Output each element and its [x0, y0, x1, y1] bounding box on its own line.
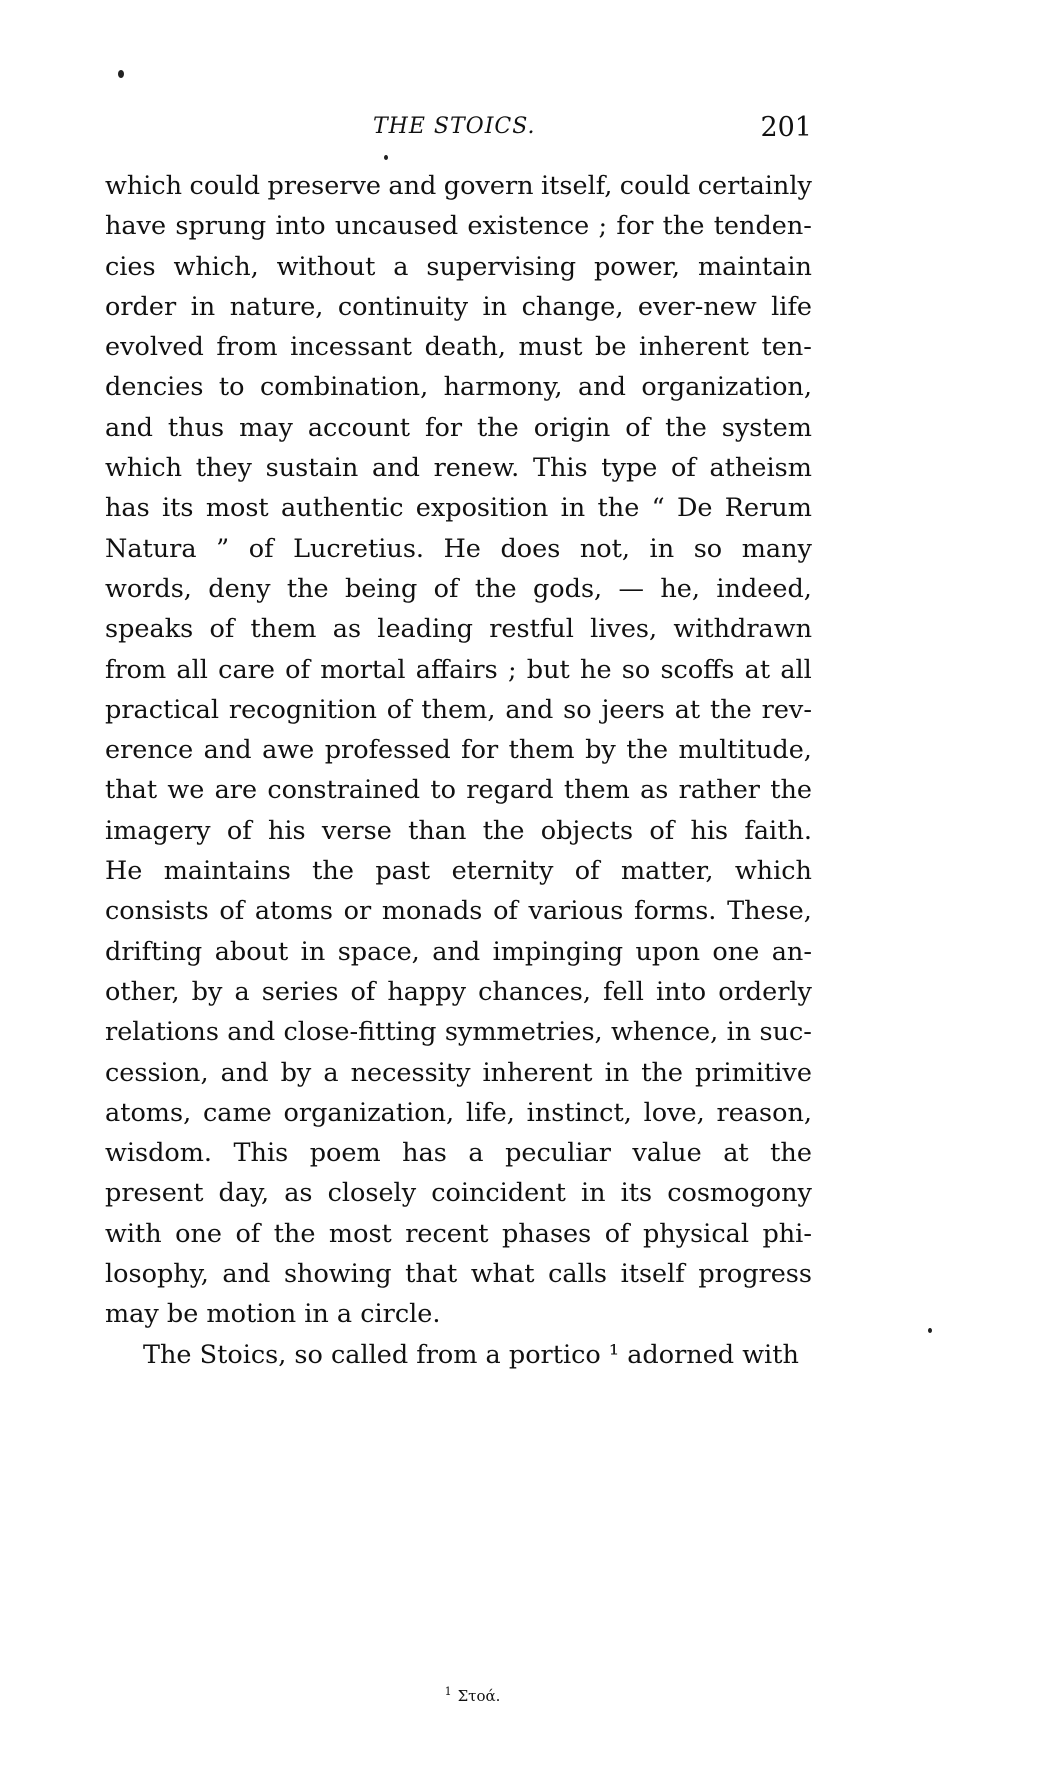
scan-speck: [384, 155, 388, 160]
text-line: consists of atoms or monads of various forms. These,: [105, 896, 812, 927]
text-line: cies which, without a supervising power, maintain: [105, 251, 812, 282]
body-text: [105, 166, 812, 1375]
text-line: dencies to combination, harmony, and organization,: [105, 372, 812, 403]
text-line: atoms, came organization, life, instinct, love, reason,: [105, 1097, 812, 1128]
text-line: Natura ” of Lucretius. He does not, in so many: [105, 533, 812, 564]
text-line-paragraph-end: may be motion in a circle.: [105, 1299, 441, 1330]
text-line: erence and awe professed for them by the multitude,: [105, 735, 812, 766]
text-line: speaks of them as leading restful lives, withdrawn: [105, 614, 812, 645]
footnote: [0, 1685, 945, 1705]
page-number: 201: [760, 112, 812, 143]
footnote-marker: 1: [444, 1685, 452, 1698]
scan-speck: [118, 70, 124, 78]
text-line: has its most authentic exposition in the “ De Rerum: [105, 493, 812, 524]
text-line: order in nature, continuity in change, ever-new life: [105, 291, 812, 322]
running-head: [105, 112, 812, 146]
text-line: losophy, and showing that what calls itself progress: [105, 1259, 812, 1290]
running-title: THE STOICS.: [373, 114, 536, 139]
text-line: practical recognition of them, and so jeers at the rev-: [105, 694, 812, 725]
text-line: from all care of mortal affairs ; but he so scoffs at all: [105, 654, 812, 685]
text-line: relations and close-fitting symmetries, whence, in suc-: [105, 1017, 812, 1048]
scan-speck: [928, 1328, 932, 1333]
text-line: which they sustain and renew. This type of atheism: [105, 453, 812, 484]
text-line: and thus may account for the origin of the system: [105, 412, 812, 443]
text-line: drifting about in space, and impinging upon one an-: [105, 936, 812, 967]
text-line: imagery of his verse than the objects of his faith.: [105, 815, 812, 846]
text-line: other, by a series of happy chances, fell into orderly: [105, 976, 812, 1007]
text-line: words, deny the being of the gods, — he, indeed,: [105, 573, 812, 604]
text-line: wisdom. This poem has a peculiar value at the: [105, 1138, 812, 1169]
text-line: He maintains the past eternity of matter, which: [105, 856, 812, 887]
text-line-new-paragraph: The Stoics, so called from a portico ¹ adorned with: [143, 1339, 799, 1370]
text-line: which could preserve and govern itself, could certainly: [105, 171, 812, 201]
text-line: have sprung into uncaused existence ; for the tenden-: [105, 211, 812, 242]
text-line: cession, and by a necessity inherent in the primitive: [105, 1057, 812, 1088]
footnote-text: Στοά.: [457, 1687, 501, 1705]
text-line: that we are constrained to regard them as rather the: [105, 775, 812, 806]
text-line: evolved from incessant death, must be inherent ten-: [105, 332, 812, 363]
text-line: with one of the most recent phases of physical phi-: [105, 1218, 812, 1249]
text-line: present day, as closely coincident in its cosmogony: [105, 1178, 812, 1209]
